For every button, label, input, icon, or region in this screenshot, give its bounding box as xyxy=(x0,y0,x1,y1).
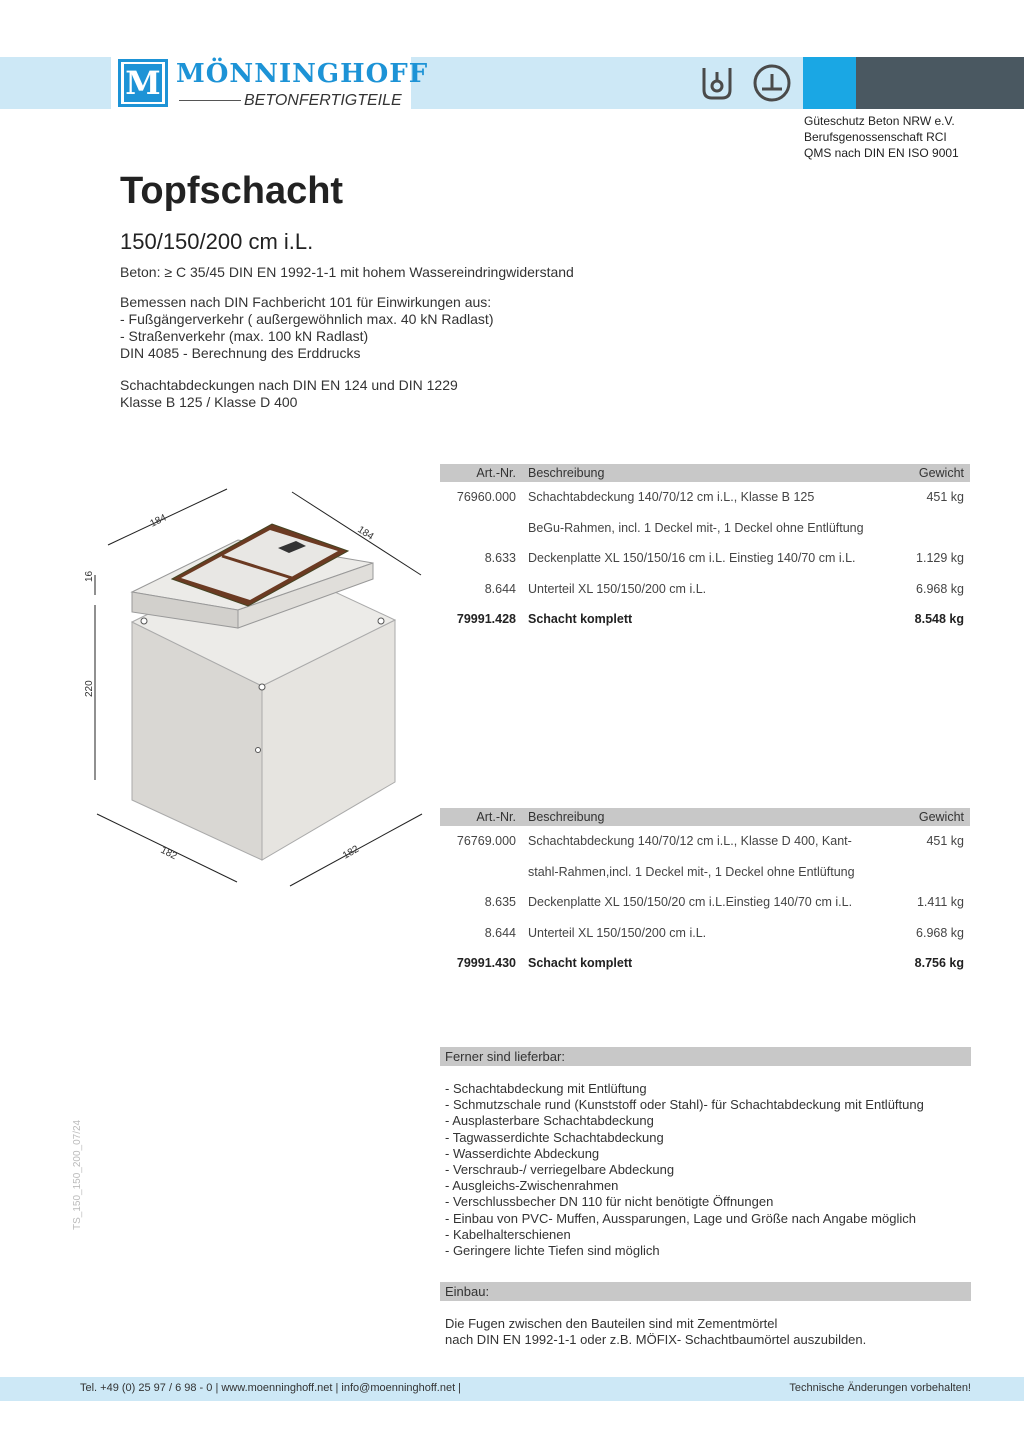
art-number: 8.644 xyxy=(484,925,516,940)
art-number: 8.635 xyxy=(484,895,516,910)
company-logo[interactable] xyxy=(111,56,429,110)
table-header-row xyxy=(440,808,970,826)
description: Deckenplatte XL 150/150/16 cm i.L. Einstieg 140/70 cm i.L. xyxy=(528,551,856,566)
description: Unterteil XL 150/150/200 cm i.L. xyxy=(528,925,707,940)
article-table-b125 xyxy=(440,464,970,635)
weight: 451 kg xyxy=(926,834,964,849)
certification-line: Berufsgenossenschaft RCI xyxy=(804,130,947,144)
description: Schacht komplett xyxy=(528,612,633,627)
table-row xyxy=(440,482,970,513)
weight xyxy=(878,513,970,544)
list-item: - Schachtabdeckung mit Entlüftung xyxy=(445,1081,647,1096)
art-number xyxy=(440,513,522,544)
cover-line: Schachtabdeckungen nach DIN EN 124 und DIN 1229 xyxy=(120,377,458,393)
footer-note: Technische Änderungen vorbehalten! xyxy=(789,1382,971,1394)
installation-line: Die Fugen zwischen den Bauteilen sind mit Zementmörtel xyxy=(445,1316,778,1331)
list-item: - Wasserdichte Abdeckung xyxy=(445,1145,600,1161)
cover-spec xyxy=(120,377,458,411)
cover-line: Klasse B 125 / Klasse D 400 xyxy=(120,394,298,410)
art-number xyxy=(440,857,522,888)
table-row xyxy=(440,574,970,605)
description: Deckenplatte XL 150/150/20 cm i.L.Einstieg 140/70 cm i.L. xyxy=(528,895,853,910)
design-line: DIN 4085 - Berechnung des Erddrucks xyxy=(120,345,361,361)
dim-label-top-right: 184 xyxy=(355,524,376,543)
document-code: TS_150_150_200_07/24 xyxy=(72,1119,83,1230)
description: Schacht komplett xyxy=(528,956,633,971)
extras-heading: Ferner sind lieferbar: xyxy=(440,1047,971,1066)
col-desc: Beschreibung xyxy=(522,464,878,482)
extras-list xyxy=(445,1081,924,1259)
art-number: 79991.428 xyxy=(456,612,516,627)
table-row xyxy=(440,513,970,544)
design-spec xyxy=(120,294,494,362)
brand-name: MÖNNINGHOFF xyxy=(176,59,429,89)
art-number: 8.633 xyxy=(484,551,516,566)
col-desc: Beschreibung xyxy=(522,808,878,826)
description: Schachtabdeckung 140/70/12 cm i.L., Klasse D 400, Kant- xyxy=(528,834,852,849)
page-title: Topfschacht xyxy=(120,170,344,212)
art-number: 76960.000 xyxy=(456,490,516,505)
list-item: - Geringere lichte Tiefen sind möglich xyxy=(445,1243,660,1259)
col-weight: Gewicht xyxy=(878,808,970,826)
list-item: - Einbau von PVC- Muffen, Aussparungen, Lage und Größe nach Angabe möglich xyxy=(445,1210,916,1226)
table-total-row xyxy=(440,948,970,979)
logo-rule xyxy=(179,100,241,101)
description: Unterteil XL 150/150/200 cm i.L. xyxy=(528,581,707,596)
list-item: - Verschraub-/ verriegelbare Abdeckung xyxy=(445,1162,675,1178)
description: Schachtabdeckung 140/70/12 cm i.L., Klasse B 125 xyxy=(528,490,815,505)
safety-mark-icon xyxy=(755,66,789,100)
design-line: - Straßenverkehr (max. 100 kN Radlast) xyxy=(120,328,369,344)
weight xyxy=(878,857,970,888)
table-row xyxy=(440,543,970,574)
description: stahl-Rahmen,incl. 1 Deckel mit-, 1 Deckel ohne Entlüftung xyxy=(528,864,855,879)
col-weight: Gewicht xyxy=(878,464,970,482)
weight: 6.968 kg xyxy=(916,581,964,596)
table-header-row xyxy=(440,464,970,482)
table-row xyxy=(440,826,970,857)
table-row xyxy=(440,918,970,949)
article-table-d400 xyxy=(440,808,970,979)
art-number: 8.644 xyxy=(484,581,516,596)
installation-heading: Einbau: xyxy=(440,1282,971,1301)
description: BeGu-Rahmen, incl. 1 Deckel mit-, 1 Deckel ohne Entlüftung xyxy=(528,520,864,535)
header-accent-block xyxy=(803,57,856,109)
list-item: - Tagwasserdichte Schachtabdeckung xyxy=(445,1129,664,1145)
dim-label-height: 220 xyxy=(84,680,95,697)
design-line: Bemessen nach DIN Fachbericht 101 für Einwirkungen aus: xyxy=(120,294,492,310)
list-item: - Ausplasterbare Schachtabdeckung xyxy=(445,1113,654,1129)
certifications xyxy=(804,113,959,161)
weight: 451 kg xyxy=(926,490,964,505)
concrete-spec: Beton: ≥ C 35/45 DIN EN 1992-1-1 mit hohem Wassereindringwiderstand xyxy=(120,264,574,280)
weight: 8.548 kg xyxy=(914,612,964,627)
logo-mark: M xyxy=(118,59,168,107)
footer-contact[interactable]: Tel. +49 (0) 25 97 / 6 98 - 0 | www.moenninghoff.net | info@moenninghoff.net | xyxy=(80,1382,462,1394)
list-item: - Ausgleichs-Zwischenrahmen xyxy=(445,1178,619,1194)
brand-subtitle: BETONFERTIGTEILE xyxy=(244,92,402,109)
col-art: Art.-Nr. xyxy=(440,464,522,482)
certification-icons xyxy=(698,62,794,104)
weight: 8.756 kg xyxy=(914,956,964,971)
certification-line: Güteschutz Beton NRW e.V. xyxy=(804,114,955,128)
dim-label-slab: 16 xyxy=(84,570,95,582)
quality-mark-icon xyxy=(704,68,730,98)
installation-text xyxy=(445,1316,866,1348)
installation-line: nach DIN EN 1992-1-1 oder z.B. MÖFIX- Schachtbaumörtel auszubilden. xyxy=(445,1332,867,1347)
certification-line: QMS nach DIN EN ISO 9001 xyxy=(804,146,959,160)
dim-label-bottom-right: 182 xyxy=(341,843,361,862)
weight: 1.129 kg xyxy=(916,551,964,566)
art-number: 79991.430 xyxy=(456,956,516,971)
table-row xyxy=(440,887,970,918)
shaft-drawing xyxy=(60,470,440,900)
page-subtitle: 150/150/200 cm i.L. xyxy=(120,229,314,254)
dim-label-top-left: 184 xyxy=(148,512,169,530)
weight: 1.411 kg xyxy=(916,895,964,910)
design-line: - Fußgängerverkehr ( außergewöhnlich max. 40 kN Radlast) xyxy=(120,311,494,327)
list-item: - Kabelhalterschienen xyxy=(445,1226,571,1242)
dim-label-bottom-left: 182 xyxy=(158,844,179,863)
table-total-row xyxy=(440,604,970,635)
col-art: Art.-Nr. xyxy=(440,808,522,826)
weight: 6.968 kg xyxy=(916,925,964,940)
art-number: 76769.000 xyxy=(456,834,516,849)
header-dark-block xyxy=(856,57,1024,109)
list-item: - Schmutzschale rund (Kunststoff oder Stahl)- für Schachtabdeckung mit Entlüftung xyxy=(445,1097,924,1113)
list-item: - Verschlussbecher DN 110 für nicht benötigte Öffnungen xyxy=(445,1194,774,1210)
table-row xyxy=(440,857,970,888)
